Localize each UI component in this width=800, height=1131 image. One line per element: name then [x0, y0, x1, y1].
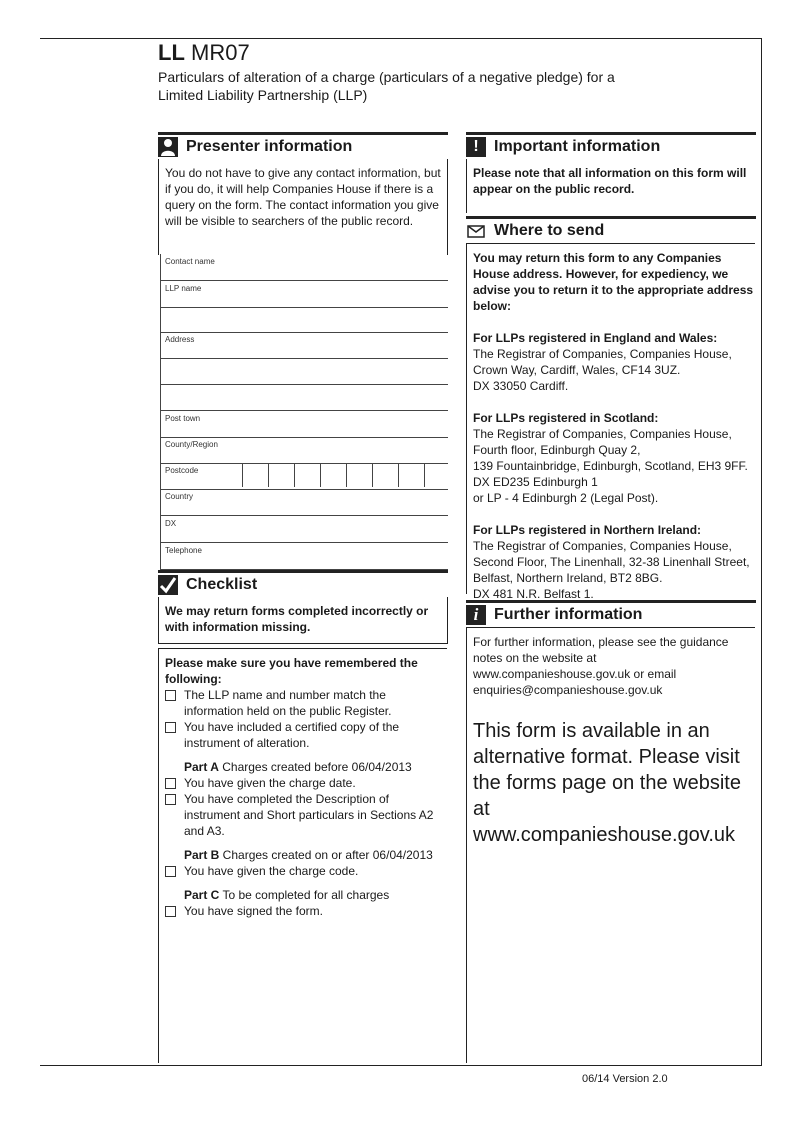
contact-name-label: Contact name — [165, 257, 215, 266]
county-field[interactable] — [160, 437, 448, 464]
address-field-line3[interactable] — [160, 384, 448, 411]
checklist-item-text: You have given the charge code. — [184, 864, 359, 878]
ni-address-line: DX 481 N.R. Belfast 1. — [473, 587, 594, 601]
further-text: For further information, please see the guidance notes on the website at www.companieshouse.gov.uk or email enquiries@companieshouse.gov.uk — [473, 635, 729, 697]
checklist-item-text: You have given the charge date. — [184, 776, 356, 790]
checklist-warning: We may return forms completed incorrectly or with information missing. — [165, 604, 429, 634]
llp-name-field[interactable] — [160, 281, 448, 308]
checklist-item-text: You have completed the Description of instrument and Short particulars in Sections A2 and A3. — [184, 792, 434, 838]
postcode-cell[interactable] — [268, 463, 293, 487]
part-b-text: Charges created on or after 06/04/2013 — [219, 848, 433, 862]
presenter-heading: Presenter information — [186, 138, 353, 155]
bottom-rule — [40, 1065, 762, 1066]
postcode-cell[interactable] — [294, 463, 319, 487]
ni-address-line: The Registrar of Companies, Companies House, — [473, 539, 732, 553]
contact-name-field[interactable] — [160, 254, 448, 281]
checklist-item-text: You have included a certified copy of the instrument of alteration. — [184, 720, 400, 750]
england-heading: For LLPs registered in England and Wales: — [473, 331, 718, 345]
checklist-warning-box — [158, 597, 448, 644]
checklist-item-text: The LLP name and number match the information held on the public Register. — [184, 688, 392, 718]
where-heading: Where to send — [494, 222, 605, 239]
scotland-address-line: or LP - 4 Edinburgh 2 (Legal Post). — [473, 491, 659, 505]
part-a-heading — [165, 759, 443, 775]
checklist-item[interactable] — [165, 903, 443, 919]
part-a-text: Charges created before 06/04/2013 — [218, 760, 412, 774]
post-town-label: Post town — [165, 414, 201, 423]
postcode-cell[interactable] — [242, 463, 267, 487]
important-text: Please note that all information on this form will appear on the public record. — [473, 166, 747, 196]
telephone-label: Telephone — [165, 546, 202, 555]
checkbox-icon[interactable] — [165, 866, 176, 877]
postcode-label: Postcode — [165, 466, 199, 475]
checkbox-icon[interactable] — [165, 794, 176, 805]
checkbox-icon[interactable] — [165, 690, 176, 701]
form-code-number: MR07 — [191, 40, 250, 65]
part-a-label: Part A — [184, 760, 219, 774]
part-c-text: To be completed for all charges — [219, 888, 390, 902]
checklist-section-header — [158, 570, 448, 597]
important-heading: Important information — [494, 138, 661, 155]
telephone-field[interactable] — [160, 543, 448, 570]
checkbox-icon[interactable] — [165, 778, 176, 789]
scotland-address-line: The Registrar of Companies, Companies House, — [473, 427, 732, 441]
scotland-address-line: 139 Fountainbridge, Edinburgh, Scotland, EH3 9FF. — [473, 459, 748, 473]
dx-field[interactable] — [160, 516, 448, 543]
version-label: 06/14 Version 2.0 — [582, 1073, 668, 1085]
further-heading: Further information — [494, 606, 643, 623]
further-box — [466, 627, 755, 1063]
exclamation-icon: ! — [466, 137, 486, 157]
alternative-format-notice: This form is available in an alternative format. Please visit the forms page on the website at www.companieshouse.gov.uk — [473, 720, 741, 846]
country-label: Country — [165, 492, 194, 501]
part-c-heading — [165, 887, 443, 903]
dx-label: DX — [165, 519, 177, 528]
checkmark-icon — [158, 575, 178, 595]
checklist-item[interactable] — [165, 863, 443, 879]
england-address-line: Crown Way, Cardiff, Wales, CF14 3UZ. — [473, 363, 681, 377]
llp-name-label: LLP name — [165, 284, 202, 293]
checklist-intro: Please make sure you have remembered the following: — [165, 656, 418, 686]
where-section-header — [466, 216, 756, 243]
presenter-section-header — [158, 132, 448, 159]
checklist-heading: Checklist — [186, 576, 258, 593]
post-town-field[interactable] — [160, 411, 448, 438]
checklist-item[interactable] — [165, 687, 443, 719]
address-field[interactable] — [160, 332, 448, 359]
checkbox-icon[interactable] — [165, 722, 176, 733]
important-section-header — [466, 132, 756, 159]
checkbox-icon[interactable] — [165, 906, 176, 917]
scotland-heading: For LLPs registered in Scotland: — [473, 411, 659, 425]
ni-heading: For LLPs registered in Northern Ireland: — [473, 523, 702, 537]
person-icon — [158, 137, 178, 157]
part-b-label: Part B — [184, 848, 220, 862]
part-c-label: Part C — [184, 888, 220, 902]
right-rule — [761, 38, 762, 1066]
england-address-line: DX 33050 Cardiff. — [473, 379, 569, 393]
where-intro: You may return this form to any Companies House address. However, for expediency, we advise you to return it to the appropriate address below: — [473, 251, 754, 313]
postcode-cell[interactable] — [372, 463, 397, 487]
important-box — [466, 159, 755, 213]
form-code — [158, 40, 250, 66]
country-field[interactable] — [160, 489, 448, 516]
part-b-heading — [165, 847, 443, 863]
checklist-item[interactable] — [165, 775, 443, 791]
where-box — [466, 243, 755, 601]
postcode-cell[interactable] — [346, 463, 371, 487]
ni-address-line: Second Floor, The Linenhall, 32-38 Linenhall Street, — [473, 555, 750, 569]
scotland-address-line: DX ED235 Edinburgh 1 — [473, 475, 598, 489]
postcode-field[interactable] — [160, 463, 448, 490]
checklist-body — [158, 648, 447, 1063]
checklist-item[interactable] — [165, 791, 443, 839]
checklist-item-text: You have signed the form. — [184, 904, 323, 918]
top-rule — [40, 38, 762, 39]
scotland-address-line: Fourth floor, Edinburgh Quay 2, — [473, 443, 641, 457]
postcode-cell[interactable] — [424, 463, 449, 487]
county-label: County/Region — [165, 440, 218, 449]
ni-address-line: Belfast, Northern Ireland, BT2 8BG. — [473, 571, 663, 585]
envelope-icon — [466, 221, 486, 241]
address-label: Address — [165, 335, 195, 344]
llp-name-field-line2[interactable] — [160, 307, 448, 333]
postcode-cell[interactable] — [398, 463, 423, 487]
form-title-line2: Limited Liability Partnership (LLP) — [158, 87, 368, 103]
england-address-line: The Registrar of Companies, Companies House, — [473, 347, 732, 361]
checklist-item[interactable] — [165, 719, 443, 751]
form-title — [158, 68, 628, 104]
further-section-header — [466, 600, 756, 627]
address-field-line2[interactable] — [160, 358, 448, 385]
presenter-intro: You do not have to give any contact information, but if you do, it will help Companies House if there is a query on the form. The contact information you give will be visible to searchers of the public record. — [165, 166, 441, 228]
info-icon: i — [466, 605, 486, 625]
form-title-line1: Particulars of alteration of a charge (particulars of a negative pledge) for a — [158, 69, 615, 85]
presenter-box — [158, 159, 448, 255]
postcode-cell[interactable] — [320, 463, 345, 487]
form-code-prefix: LL — [158, 40, 185, 65]
